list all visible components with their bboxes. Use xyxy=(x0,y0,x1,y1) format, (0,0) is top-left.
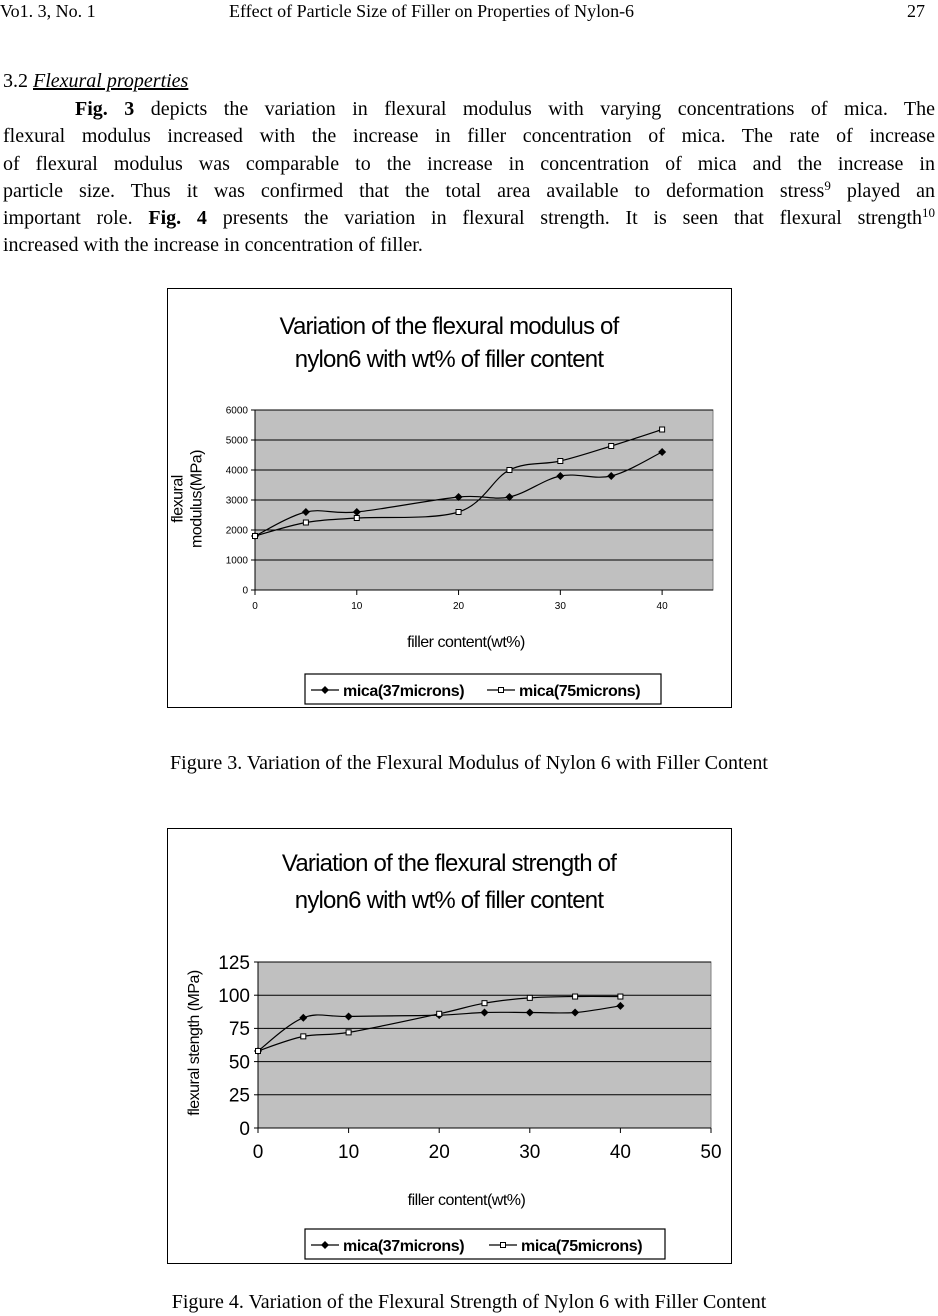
data-point xyxy=(660,427,665,432)
paragraph-line xyxy=(3,178,935,205)
figure-3-svg xyxy=(168,289,731,707)
legend-label: mica(37microns) xyxy=(343,683,465,700)
figure-3-caption: Figure 3. Variation of the Flexural Modulus of Nylon 6 with Filler Content xyxy=(170,752,768,774)
y-tick-label: 5000 xyxy=(225,435,248,447)
y-tick-label: 6000 xyxy=(225,405,248,417)
y-tick-label: 50 xyxy=(228,1052,250,1074)
paragraph-line xyxy=(3,96,935,123)
x-tick-label: 20 xyxy=(452,601,465,612)
section-number: 3.2 xyxy=(3,70,28,92)
paragraph-text: important role. xyxy=(3,207,149,230)
chart-title-line: Variation of the flexural modulus of xyxy=(279,313,619,340)
data-point xyxy=(618,994,623,999)
x-tick-label: 0 xyxy=(252,1142,264,1163)
section-heading xyxy=(3,70,188,93)
x-axis-label: filler content(wt%) xyxy=(407,634,525,651)
paragraph-line: increased with the increase in concentration of filler. xyxy=(3,234,423,257)
y-tick-label: 2000 xyxy=(225,525,248,537)
y-axis-label: flexural xyxy=(169,475,187,523)
data-point xyxy=(456,510,461,515)
legend-label: mica(37microns) xyxy=(343,1238,465,1255)
x-tick-label: 10 xyxy=(338,1142,360,1163)
x-tick-label: 10 xyxy=(351,601,363,612)
x-tick-label: 0 xyxy=(252,601,258,612)
data-point xyxy=(482,1001,487,1006)
data-point xyxy=(354,516,359,521)
x-tick-label: 50 xyxy=(700,1142,722,1163)
y-axis-label: flexural stength (MPa) xyxy=(186,970,203,1116)
data-point xyxy=(346,1030,351,1035)
y-tick-label: 0 xyxy=(239,1118,250,1140)
y-tick-label: 0 xyxy=(242,585,248,597)
figure-4-caption: Figure 4. Variation of the Flexural Strength of Nylon 6 with Filler Content xyxy=(171,1291,767,1313)
section-title: Flexural properties xyxy=(33,70,189,92)
chart-title-line: Variation of the flexural strength of xyxy=(281,850,617,877)
page-number: 27 xyxy=(907,1,925,21)
figure-4-svg xyxy=(168,829,731,1263)
y-tick-label: 4000 xyxy=(225,465,248,477)
paragraph-text: depicts the variation in flexural modulus with varying concentrations of mica. The xyxy=(150,98,935,120)
x-tick-label: 30 xyxy=(519,1142,541,1163)
x-tick-label: 40 xyxy=(609,1142,631,1163)
paragraph-line: flexural modulus increased with the increase in filler concentration of mica. The rate of increase xyxy=(3,125,935,148)
figure-4-chart xyxy=(167,828,732,1264)
y-tick-label: 125 xyxy=(218,952,250,974)
x-tick-label: 30 xyxy=(554,601,566,612)
plot-area xyxy=(258,962,711,1128)
legend-marker xyxy=(501,1243,506,1248)
paragraph-text: played an xyxy=(830,179,936,202)
data-point xyxy=(253,534,258,539)
figure-4-reference[interactable]: Fig. 4 xyxy=(148,207,207,230)
data-point xyxy=(256,1048,261,1053)
y-tick-label: 25 xyxy=(228,1085,250,1107)
legend-marker xyxy=(499,688,504,693)
citation-9[interactable]: 9 xyxy=(824,177,831,193)
paragraph-text: particle size. Thus it was confirmed that the total area available to deformation stress xyxy=(3,179,825,202)
x-tick-label: 20 xyxy=(428,1142,450,1163)
data-point xyxy=(301,1034,306,1039)
body-paragraph xyxy=(3,96,935,260)
figure-3-chart xyxy=(167,288,732,708)
chart-title-line: nylon6 with wt% of filler content xyxy=(294,887,604,914)
data-point xyxy=(303,520,308,525)
x-tick-label: 40 xyxy=(656,601,668,612)
data-point xyxy=(573,994,578,999)
legend-label: mica(75microns) xyxy=(521,1238,643,1255)
running-header-volume: Vo1. 3, No. 1 xyxy=(0,1,96,21)
y-tick-label: 1000 xyxy=(225,555,248,567)
paragraph-line xyxy=(3,205,935,232)
chart-title-line: nylon6 with wt% of filler content xyxy=(294,346,604,373)
figure-3-reference[interactable]: Fig. 3 xyxy=(75,98,135,120)
y-axis-label: modulus(MPa) xyxy=(188,449,206,549)
data-point xyxy=(507,468,512,473)
y-tick-label: 75 xyxy=(228,1019,250,1041)
paragraph-text: presents the variation in flexural strength. It is seen that flexural strength xyxy=(206,207,923,230)
citation-10[interactable]: 10 xyxy=(922,205,936,221)
x-axis-label: filler content(wt%) xyxy=(407,1192,526,1209)
y-tick-label: 100 xyxy=(218,986,250,1008)
data-point xyxy=(558,459,563,464)
data-point xyxy=(527,995,532,1000)
data-point xyxy=(609,444,614,449)
paragraph-line: of flexural modulus was comparable to the increase in concentration of mica and the increase in xyxy=(3,152,935,175)
legend-label: mica(75microns) xyxy=(519,683,641,700)
data-point xyxy=(437,1011,442,1016)
running-header-title: Effect of Particle Size of Filler on Properties of Nylon-6 xyxy=(229,1,635,21)
y-tick-label: 3000 xyxy=(225,495,248,507)
